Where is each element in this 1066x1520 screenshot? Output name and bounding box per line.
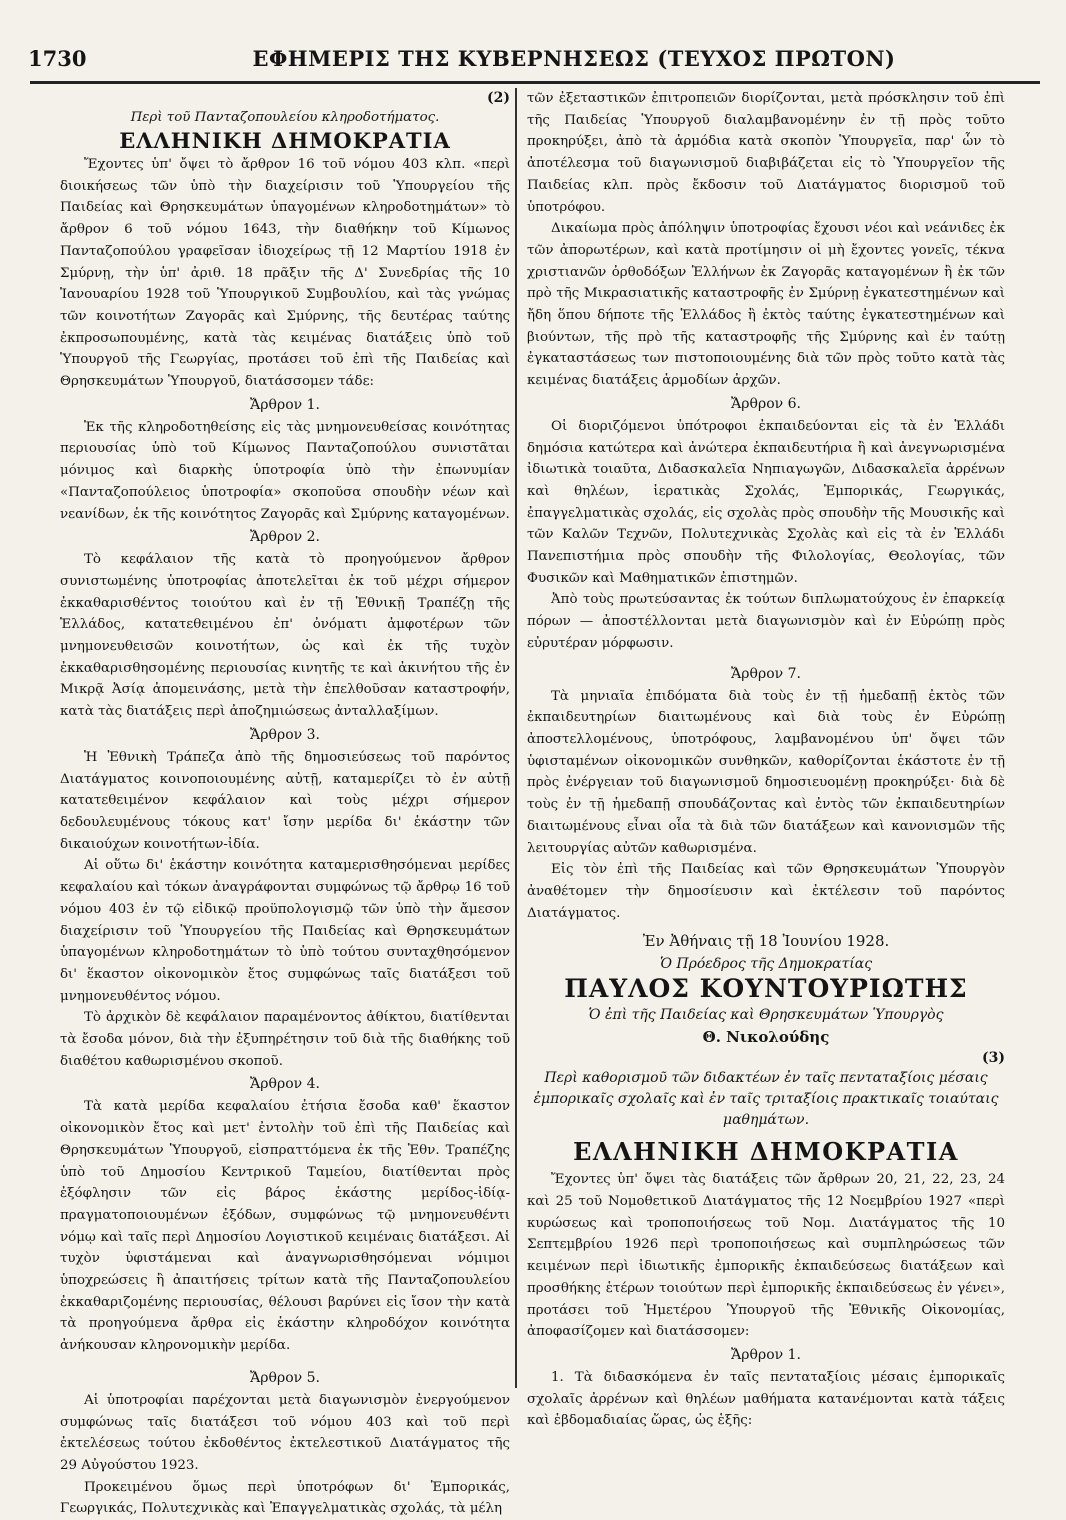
decree-preamble: Ἔχοντες ὑπ' ὄψει τὸ ἄρθρον 16 τοῦ νόμου 403 κλπ. «περὶ διοικήσεως τῶν ὑπὸ τὴν διαχείρισιν τοῦ Ὑπουργείου τῆς Παιδείας καὶ Θρησκευμάτων ὑπαγομένων κληροδοτημάτων» τὸ ἄρθρον 6 τοῦ νόμου 1643, τὴν διαθήκην τοῦ Κίμωνος Πανταζοπούλου γραφεῖσαν ἰδιοχείρως τῇ 12 Μαρτίου 1918 ἐν Σμύρνῃ, τὴν ὑπ' ἀριθ. 18 πρᾶξιν τῆς Δ' Συνεδρίας τῆς 10 Ἰανουαρίου 1928 τοῦ Ὑπουργικοῦ Συμβουλίου, καὶ τὰς γνώμας τῶν κοινοτήτων Ζαγορᾶς καὶ Σμύρνης, τῆς δευτέρας ταύτης ἐκπροσωπουμένης, κατὰ τὰς κειμένας διατάξεις ὑπὸ τοῦ Ὑπουργοῦ τῆς Γεωργίας, προτάσει τοῦ ἐπὶ τῆς Παιδείας καὶ Θρησκευμάτων Ὑπουργοῦ, διατάσσομεν τάδε: — [60, 157, 510, 390]
president-title: Ὁ Πρόεδρος τῆς Δημοκρατίας — [659, 956, 873, 973]
decree-preamble: Ἔχοντες ὑπ' ὄψει τὰς διατάξεις τῶν ἄρθρων 20, 21, 22, 23, 24 καὶ 25 τοῦ Νομοθετικοῦ Διατάγματος τῆς 12 Νοεμβρίου 1927 «περὶ κυρώσεως καὶ τροποποιήσεως τοῦ Νομ. Διατάγματος τῆς 10 Σεπτεμβρίου 1926 περὶ τροποποιήσεως καὶ συμπληρώσεως τῶν κειμένων περὶ ἰδιωτικῆς ἐμπορικῆς ἐκπαιδεύσεως διατάξεων καὶ προσθήκης ἑτέρων τοιούτων περὶ ἐμπορικῆς ἐκπαιδεύσεως ἐν γένει», προτάσει τοῦ Ἡμετέρου Ὑπουργοῦ τῆς Ἐθνικῆς Οἰκονομίας, ἀποφασίζομεν καὶ διατάσσομεν: — [527, 1172, 1005, 1340]
president-name: ΠΑΥΛΟΣ ΚΟΥΝΤΟΥΡΙΩΤΗΣ — [564, 974, 968, 1004]
article-text: Εἰς τὸν ἐπὶ τῆς Παιδείας καὶ τῶν Θρησκευμάτων Ὑπουργὸν ἀναθέτομεν τὴν δημοσίευσιν καὶ ἐκτέλεσιν τοῦ παρόντος Διατάγματος. — [527, 862, 1005, 921]
article-heading: Ἄρθρον 1. — [731, 1346, 801, 1363]
article-text: Τὰ μηνιαῖα ἐπιδόματα διὰ τοὺς ἐν τῇ ἡμεδαπῇ ἐκτὸς τῶν ἐκπαιδευτηρίων διαιτωμένους καὶ διὰ τοὺς ἐν Εὐρώπῃ ἀποστελλομένους, ὑποτρόφους, λαμβανομένου ὑπ' ὄψει τῶν ὑφισταμένων οἰκονομικῶν συνθηκῶν, καθορίζονται ἑκάστοτε ἐν τῇ πρὸς ἐνέργειαν τοῦ διαγωνισμοῦ δημοσιευομένῃ προκηρύξει· διὰ δὲ τοὺς ἐν τῇ ἡμεδαπῇ σπουδάζοντας καὶ ἐντὸς τῶν ἐκπαιδευτηρίων διαιτωμένους εἶναι οἷα τὰ διὰ τῶν διατάξεων καὶ κανονισμῶν τῆς λειτουργίας αὐτῶν καθωρισμένα. — [527, 688, 1005, 856]
article-text: Αἱ ὑποτροφίαι παρέχονται μετὰ διαγωνισμὸν ἐνεργούμενον συμφώνως ταῖς διατάξεσι τοῦ νόμου 403 καὶ τοῦ περὶ ἐκτελέσεως τούτου ἐκδοθέντος ἐκτελεστικοῦ Διατάγματος τῆς 29 Αὐγούστου 1923. — [60, 1392, 510, 1473]
column-divider — [515, 88, 517, 1388]
republic-heading: ΕΛΛΗΝΙΚΗ ΔΗΜΟΚΡΑΤΙΑ — [119, 128, 451, 153]
article-text: Ἡ Ἐθνικὴ Τράπεζα ἀπὸ τῆς δημοσιεύσεως τοῦ παρόντος Διατάγματος κοινοποιουμένης αὐτῇ, καταμερίζει τὸ ἐν αὐτῇ κατατεθειμένον κεφάλαιον καὶ τοὺς μέχρι σήμερον δεδουλευμένους τόκους κατ' ἴσην μερίδα δι' ἑκάστην τῶν δικαιούχων κοινοτήτων-ἰδία. — [60, 749, 510, 852]
article-text: Ἀπὸ τοὺς πρωτεύσαντας ἐκ τούτων διπλωματούχους ἐν ἐπαρκείᾳ πόρων — ἀποστέλλονται μετὰ διαγωνισμὸν καὶ ἐν Εὐρώπῃ πρὸς εὐρυτέραν μόρφωσιν. — [527, 592, 1005, 651]
article-text: Οἱ διοριζόμενοι ὑπότροφοι ἐκπαιδεύονται εἰς τὰ ἐν Ἑλλάδι δημόσια κατώτερα καὶ ἀνώτερα ἐκπαιδευτήρια ἢ καὶ ἀνεγνωρισμένα ἰδιωτικὰ τοιαῦτα, Διδασκαλεῖα Νηπιαγωγῶν, Διδασκαλεῖα ἀρρένων καὶ θηλέων, ἱερατικὰς Σχολάς, Ἐμπορικάς, Γεωργικάς, ἐπαγγελματικὰς σχολάς, εἰς σχολὰς πρὸς σπουδὴν τῆς Μουσικῆς καὶ τῶν Καλῶν Τεχνῶν, Πολυτεχνικὰς Σχολὰς καὶ εἰς τὰ ἐν Ἑλλάδι Πανεπιστήμια πρὸς σπουδὴν τῆς Φιλολογίας, Θεολογίας, τῶν Φυσικῶν καὶ Μαθηματικῶν ἐπιστημῶν. — [527, 418, 1005, 586]
right-column — [527, 88, 1005, 1432]
article-heading: Ἄρθρον 6. — [731, 395, 801, 412]
gazette-title: ΕΦΗΜΕΡΙΣ ΤΗΣ ΚΥΒΕΡΝΗΣΕΩΣ (ΤΕΥΧΟΣ ΠΡΩΤΟΝ) — [252, 46, 896, 71]
minister-name: Θ. Νικολούδης — [702, 1028, 830, 1047]
article-text: 1. Τὰ διδασκόμενα ἐν ταῖς πενταταξίοις μέσαις ἐμπορικαῖς σχολαῖς ἀρρένων καὶ θηλέων μαθήματα κατανέμονται κατὰ τάξεις καὶ ἑβδομαδιαίας ὥρας, ὡς ἑξῆς: — [527, 1369, 1005, 1429]
article-heading: Ἄρθρον 1. — [250, 396, 320, 413]
article-heading: Ἄρθρον 7. — [731, 665, 801, 682]
article-text: Τὸ ἀρχικὸν δὲ κεφάλαιον παραμένοντος ἀθίκτου, διατίθενται τὰ ἔσοδα μόνον, διὰ τὴν ἐξυπηρέτησιν τοῦ διὰ τῆς διαθήκης τοῦ διαθέτου καθωρισμένου σκοποῦ. — [60, 1010, 510, 1069]
header-rule — [30, 81, 1040, 84]
article-text: Τὸ κεφάλαιον τῆς κατὰ τὸ προηγούμενον ἄρθρον συνιστωμένης ὑποτροφίας ἀποτελεῖται ἐκ τοῦ μέχρι σήμερον ἐκκαθαρισθέντος τοιούτου καὶ ἐν τῇ Ἐθνικῇ Τραπέζῃ τῆς Ἑλλάδος, κατατεθειμένου ἐπ' ὀνόματι ἀμφοτέρων τῶν μνημονευθεισῶν κοινοτήτων, ὡς καὶ ἐκ τῆς τυχὸν ἐκκαθαρισθησομένης περιουσίας κινητῆς τε καὶ ἀκινήτου τῆς ἐν Μικρᾷ Ἀσίᾳ ἀπομεινάσης, μετὰ τὴν ἐπελθοῦσαν καταστροφήν, κατὰ τὰς διατάξεις περὶ ἀποζημιώσεως ἀνταλλαξίμων. — [60, 552, 510, 720]
article-text: Ἐκ τῆς κληροδοτηθείσης εἰς τὰς μνημονευθείσας κοινότητας περιουσίας ὑπὸ τοῦ Κίμωνος Πανταζοπούλου συνιστᾶται μόνιμος καὶ διαρκὴς ὑποτροφία ὑπὸ τὴν ἐπωνυμίαν «Πανταζοπούλειος ὑποτροφία» σκοποῦσα σπουδὴν νέων καὶ νεανίδων, ἐκ τῆς κοινότητος Ζαγορᾶς καὶ Σμύρνης καταγομένων. — [60, 419, 510, 522]
article-heading: Ἄρθρον 3. — [250, 726, 320, 743]
article-text: Τὰ κατὰ μερίδα κεφαλαίου ἐτήσια ἔσοδα καθ' ἕκαστον οἰκονομικὸν ἔτος καὶ μετ' ἐντολὴν τοῦ ἐπὶ τῆς Παιδείας καὶ Θρησκευμάτων Ὑπουργοῦ, εἰσπραττόμενα ἐκ τῆς Ἐθν. Τραπέζης ὑπὸ τοῦ Δημοσίου Κεντρικοῦ Ταμείου, διατίθενται πρὸς ἐξόφλησιν τῶν εἰς βάρος ἑκάστης μερίδος-ἰδίᾳ-πραγματοποιουμένων ἐξόδων, συμφώνως τῷ μνημονευθέντι νόμῳ καὶ ταῖς περὶ Δημοσίου Λογιστικοῦ κειμέναις διατάξεσι. Αἱ τυχὸν ὑφιστάμεναι καὶ ἀναγνωρισθησόμεναι νόμιμοι ὑποχρεώσεις ἢ ἀπαιτήσεις τρίτων κατὰ τῆς Πανταζοπουλείου ἐκκαθαριζομένης περιουσίας, θέλουσι βαρύνει εἰς ἴσον τὴν κατὰ τὰ προηγούμενα ἄρθρα εἰς ἑκάστην κληροδόχον κοινότητα ἀνήκουσαν κληρονομικὴν μερίδα. — [60, 1099, 510, 1354]
page-header — [28, 40, 1040, 74]
continued-text: τῶν ἐξεταστικῶν ἐπιτροπειῶν διορίζονται, μετὰ πρόσκλησιν τοῦ ἐπὶ τῆς Παιδείας Ὑπουργοῦ διαλαμβανομένην ἐν τῇ πρὸς τοῦτο προκηρύξει, ἀπὸ τὰ ἁρμόδια κατὰ σκοπὸν Ὑπουργεῖα, παρ' ὧν τὸ ἀποτέλεσμα τοῦ διαγωνισμοῦ διαβιβάζεται εἰς τὸ Ὑπουργεῖον τῆς Παιδείας κλπ. πρὸς ἔκδοσιν τοῦ Διατάγματος διορισμοῦ τοῦ ὑποτρόφου. — [527, 91, 1005, 215]
article-heading: Ἄρθρον 5. — [250, 1369, 320, 1386]
decree-number: (3) — [982, 1050, 1005, 1067]
article-text: Δικαίωμα πρὸς ἀπόληψιν ὑποτροφίας ἔχουσι νέοι καὶ νεάνιδες ἐκ τῶν ἀπορωτέρων, καὶ κατὰ προτίμησιν οἱ μὴ ἔχοντες γονεῖς, τέκνα χριστιανῶν ὀρθοδόξων Ἑλλήνων ἐκ Ζαγορᾶς καταγομένων ἢ ἐκ τῶν πρὸ τῆς Μικρασιατικῆς καταστροφῆς ἐν Σμύρνῃ ἐγκατεστημένων καὶ ἤδη ὅπου δήποτε τῆς Ἑλλάδος ἢ ἐκτὸς ταύτης ἐγκατεστημένων καὶ βιούντων, τῆς πρὸ τῆς καταστροφῆς τῆς Σμύρνης καὶ ἐν ταύτῃ ἐγκαταστάσεως των πιστοποιουμένης διὰ τῶν πρὸς τοῦτο κατὰ τὰς κειμένας διατάξεις ἁρμοδίων ἀρχῶν. — [527, 221, 1005, 389]
article-text: Προκειμένου ὅμως περὶ ὑποτρόφων δι' Ἐμπορικάς, Γεωργικάς, Πολυτεχνικὰς καὶ Ἐπαγγελματικὰς σχολάς, τὰ μέλη — [60, 1479, 510, 1517]
republic-heading: ΕΛΛΗΝΙΚΗ ΔΗΜΟΚΡΑΤΙΑ — [573, 1137, 959, 1167]
article-text: Αἱ οὕτω δι' ἑκάστην κοινότητα καταμερισθησόμεναι μερίδες κεφαλαίου καὶ τόκων ἀναγράφονται συμφώνως τῷ ἄρθρῳ 16 τοῦ νόμου 403 ἐν τῷ εἰδικῷ προϋπολογισμῷ τῶν ὑπὸ τὴν ἄμεσον διαχείρισιν τοῦ Ὑπουργείου τῆς Παιδείας καὶ Θρησκευμάτων ὑπαγομένων κληροδοτημάτων τὸ ὑπὸ τούτου συνταχθησόμενον δι' ἕκαστον οἰκονομικὸν ἔτος συμφώνως ταῖς διατάξεσι τοῦ μνημονευθέντος νόμου. — [60, 858, 510, 1004]
left-column — [60, 88, 510, 1520]
article-heading: Ἄρθρον 2. — [250, 529, 320, 546]
article-heading: Ἄρθρον 4. — [250, 1076, 320, 1093]
page-number: 1730 — [28, 46, 87, 71]
decree-subject: Περὶ τοῦ Πανταζοπουλείου κληροδοτήματος. — [130, 110, 440, 125]
decree-date: Ἐν Ἀθήναις τῇ 18 Ἰουνίου 1928. — [642, 932, 890, 951]
minister-line: Ὁ ἐπὶ τῆς Παιδείας καὶ Θρησκευμάτων Ὑπουργὸς — [588, 1007, 944, 1024]
decree-number: (2) — [487, 90, 510, 106]
decree-subject: Περὶ καθορισμοῦ τῶν διδακτέων ἐν ταῖς πενταταξίοις μέσαις ἐμπορικαῖς σχολαῖς καὶ ἐν ταῖς τριταξίοις πρακτικαῖς τοιαύταις μαθημάτων. — [533, 1070, 999, 1129]
